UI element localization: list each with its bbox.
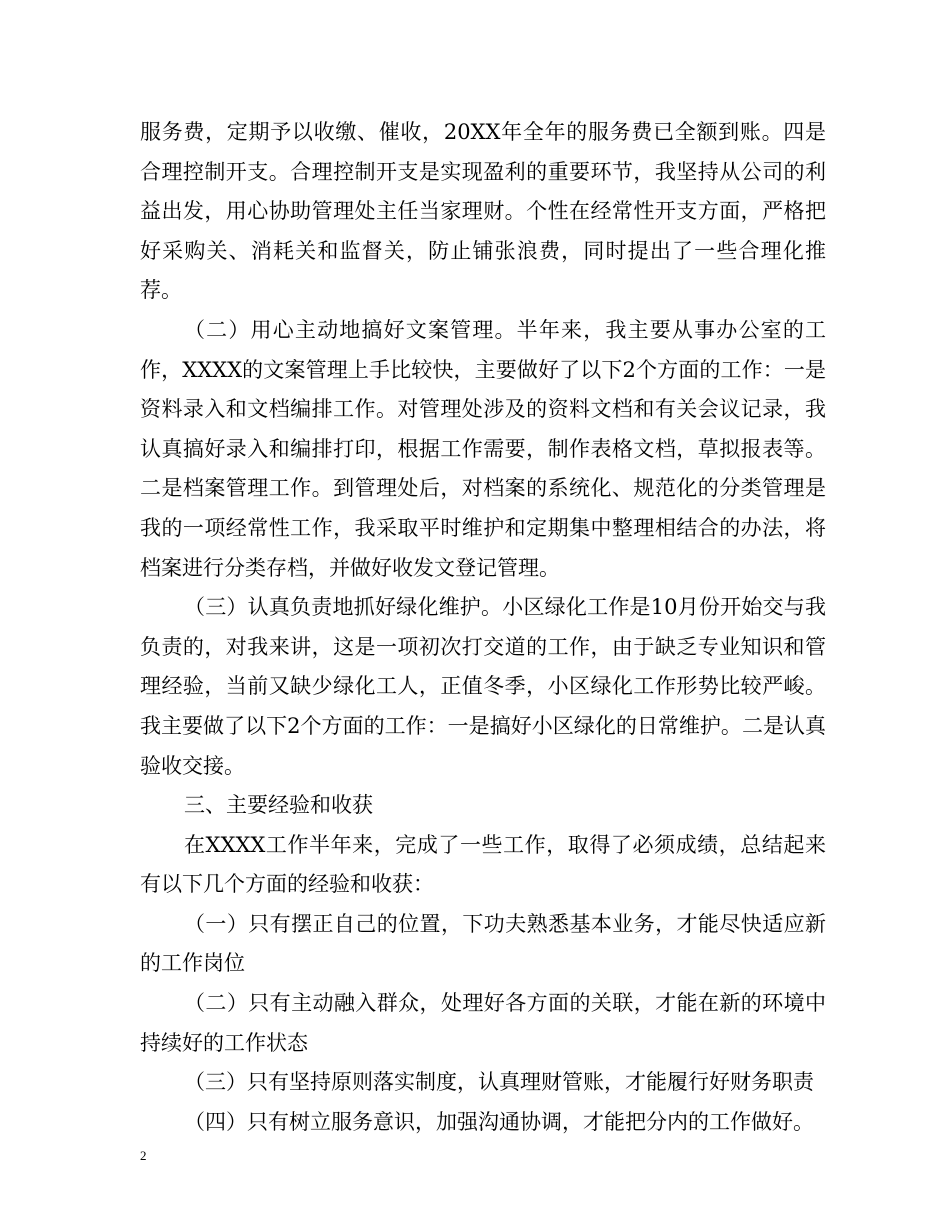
paragraph-experience-2: （二）只有主动融入群众，处理好各方面的关联，才能在新的环境中持续好的工作状态 bbox=[140, 991, 826, 1055]
section-heading-experience: 三、主要经验和收获 bbox=[184, 793, 373, 818]
paragraph-experience-3: （三）只有坚持原则落实制度，认真理财管账，才能履行好财务职责 bbox=[184, 1070, 814, 1095]
paragraph-greening-maintenance: （三）认真负责地抓好绿化维护。小区绿化工作是10月份开始交与我负责的，对我来讲，这是一项初次打交道的工作，由于缺乏专业知识和管理经验，当前又缺少绿化工人，正值冬季，小区绿化工作形势比较严峻。我主要做了以下2个方面的工作：一是搞好小区绿化的日常维护。二是认真验收交接。 bbox=[140, 595, 826, 778]
paragraph-service-fee: 服务费，定期予以收缴、催收，20XX年全年的服务费已全额到账。四是合理控制开支。合理控制开支是实现盈利的重要环节，我坚持从公司的利益出发，用心协助管理处主任当家理财。个性在经常性开支方面，严格把好采购关、消耗关和监督关，防止铺张浪费，同时提出了一些合理化推荐。 bbox=[140, 120, 826, 303]
paragraph-experience-1: （一）只有摆正自己的位置，下功夫熟悉基本业务，才能尽快适应新的工作岗位 bbox=[140, 911, 826, 976]
body-text bbox=[140, 113, 826, 1142]
paragraph-experience-4: （四）只有树立服务意识，加强沟通协调，才能把分内的工作做好。 bbox=[184, 1109, 814, 1134]
paragraph-experience-intro: 在XXXX工作半年来，完成了一些工作，取得了必须成绩，总结起来有以下几个方面的经验和收获： bbox=[140, 832, 826, 897]
page-number: 2 bbox=[140, 1148, 147, 1163]
paragraph-document-management: （二）用心主动地搞好文案管理。半年来，我主要从事办公室的工作，XXXX的文案管理上手比较快，主要做好了以下2个方面的工作：一是资料录入和文档编排工作。对管理处涉及的资料文档和有关会议记录，我认真搞好录入和编排打印，根据工作需要，制作表格文档，草拟报表等。二是档案管理工作。到管理处后，对档案的系统化、规范化的分类管理是我的一项经常性工作，我采取平时维护和定期集中整理相结合的办法，将档案进行分类存档，并做好收发文登记管理。 bbox=[140, 317, 826, 580]
